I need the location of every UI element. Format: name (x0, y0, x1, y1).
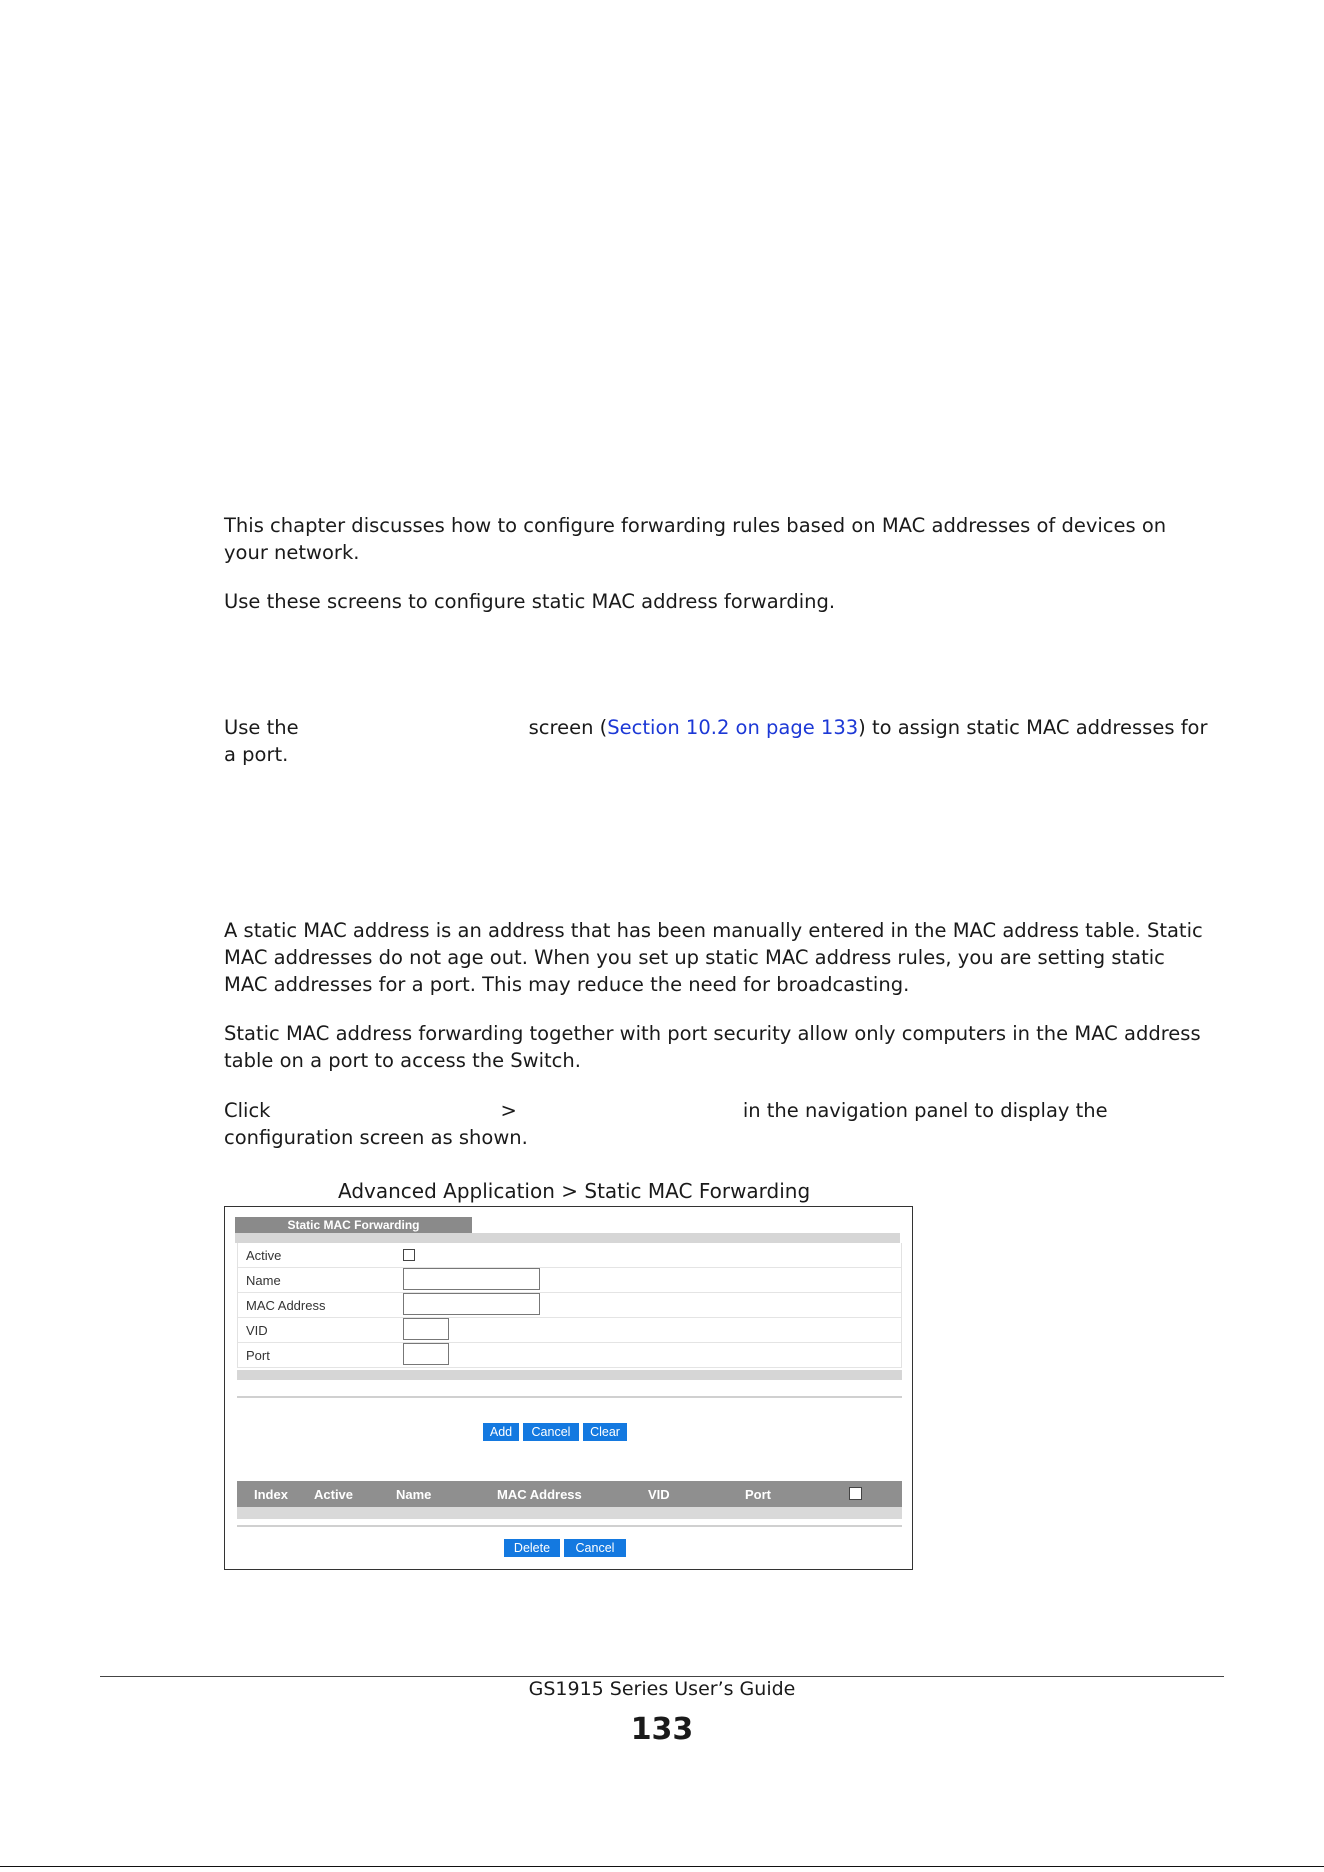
whats-next-middle: screen ( (528, 716, 608, 739)
form-footer-bar (237, 1370, 902, 1380)
footer-rule (100, 1676, 1224, 1677)
intro-paragraph-2: Use these screens to configure static MAC address forwarding. (224, 590, 836, 613)
overview-paragraph-1: A static MAC address is an address that has been manually entered in the MAC address table. Static MAC addresses do not age out. When you set up static MAC address rules, you are setting static MAC addresses for a port. This may reduce the need for broadcasting. (224, 919, 1203, 996)
cancel-button[interactable]: Cancel (523, 1423, 579, 1441)
name-input[interactable] (403, 1268, 540, 1290)
active-checkbox[interactable] (403, 1249, 415, 1261)
clear-button[interactable]: Clear (583, 1423, 627, 1441)
name-label: Name (246, 1273, 281, 1288)
active-label: Active (246, 1248, 282, 1263)
form-row-active (238, 1243, 901, 1268)
header-name: Name (396, 1487, 432, 1502)
table-header (237, 1481, 902, 1507)
whats-next-paragraph (224, 714, 1214, 768)
config-form (237, 1243, 902, 1368)
static-mac-forwarding-screenshot (224, 1206, 913, 1570)
overview-paragraph-2: Static MAC address forwarding together with port security allow only computers in the MAC address table on a port to access the Switch. (224, 1022, 1201, 1072)
header-index: Index (254, 1487, 288, 1502)
add-button[interactable]: Add (483, 1423, 519, 1441)
delete-button[interactable]: Delete (504, 1539, 560, 1557)
page-number: 133 (630, 1712, 694, 1747)
table-footer-bar (237, 1507, 902, 1519)
port-input[interactable] (403, 1343, 449, 1365)
separator (237, 1525, 902, 1527)
vid-input[interactable] (403, 1318, 449, 1340)
form-row-vid (238, 1318, 901, 1343)
intro-paragraph-1: This chapter discusses how to configure forwarding rules based on MAC addresses of devices on your network. (224, 514, 1167, 564)
port-label: Port (246, 1348, 270, 1363)
navigation-instruction-rest: in the navigation panel to display the configuration screen as shown. (224, 1099, 1108, 1149)
header-active: Active (314, 1487, 354, 1502)
form-row-port (238, 1343, 901, 1368)
form-row-mac-address (238, 1293, 901, 1318)
menu-separator: > (500, 1099, 517, 1122)
click-word: Click (224, 1099, 271, 1122)
figure-caption: Advanced Application > Static MAC Forwarding (338, 1179, 811, 1203)
vid-label: VID (246, 1323, 268, 1338)
form-row-name (238, 1268, 901, 1293)
header-port: Port (745, 1487, 771, 1502)
select-all-checkbox[interactable] (849, 1487, 862, 1500)
guide-title: GS1915 Series User’s Guide (528, 1678, 796, 1700)
header-mac-address: MAC Address (497, 1487, 582, 1502)
separator (237, 1396, 902, 1398)
mac-address-label: MAC Address (246, 1298, 326, 1313)
header-vid: VID (648, 1487, 670, 1502)
tab-bar (235, 1233, 900, 1243)
cancel-button-table[interactable]: Cancel (564, 1539, 626, 1557)
whats-next-prefix: Use the (224, 716, 299, 739)
whats-next-suffix: ) to assign static MAC addresses for a port. (224, 716, 1208, 766)
bottom-rule (0, 1866, 1324, 1867)
mac-address-input[interactable] (403, 1293, 540, 1315)
screen-tab-title: Static MAC Forwarding (235, 1217, 472, 1233)
section-link[interactable]: Section 10.2 on page 133 (607, 716, 859, 739)
navigation-instruction (224, 1097, 1214, 1151)
